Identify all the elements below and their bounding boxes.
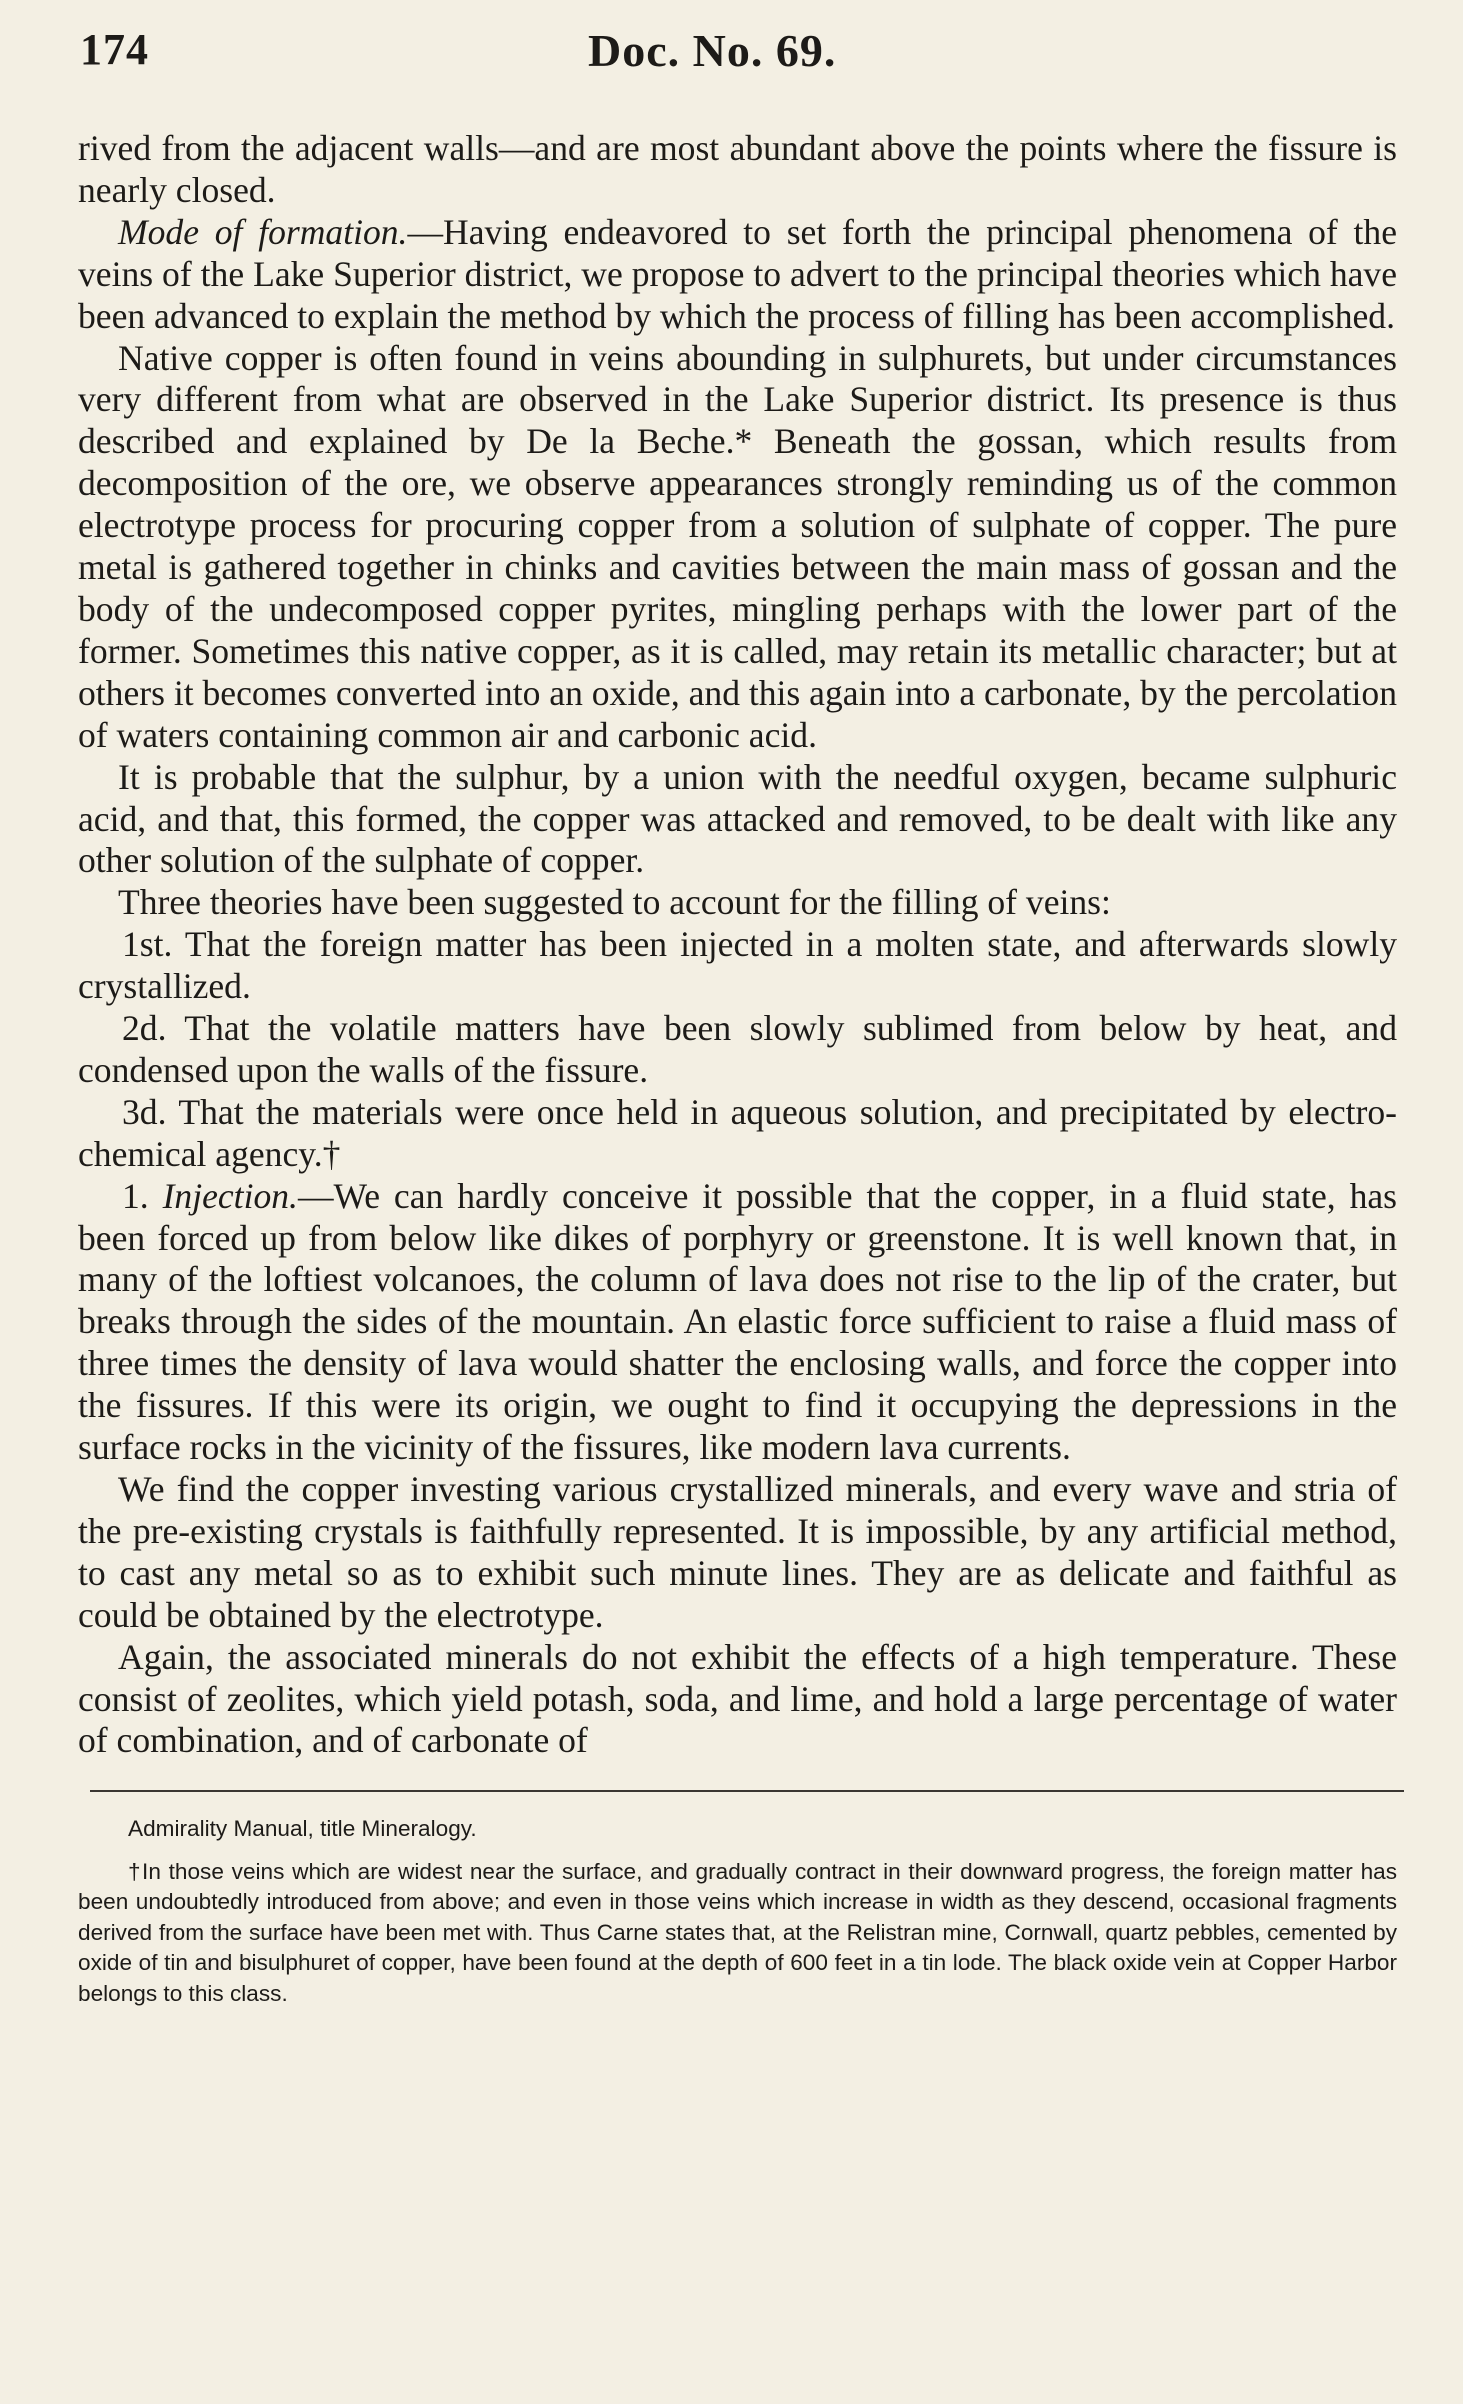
theory-second: 2d. That the volatile matters have been slowly sublimed from below by heat, and condensed upon the walls of the fissure. [78,1008,1397,1090]
theory-first: 1st. That the foreign matter has been injected in a molten state, and afterwards slowly crystallized. [78,924,1397,1007]
footnote-divider [90,1790,1404,1792]
page-number: 174 [80,25,149,74]
section-heading-injection: Injection. [162,1175,298,1216]
running-head [78,20,1397,76]
document-title: Doc. No. 69. [588,25,837,76]
paragraph-continued: rived from the adjacent walls—and are most abundant above the points where the fissure is nearly closed. [78,128,1397,210]
section-number: 1. [122,1175,163,1216]
paragraph-text: —We can hardly conceive it possible that the copper, in a fluid state, has been forced up from below like dikes of porphyry or greenstone. It is well known that, in many of the loftiest volcanoes, the column of lava does not rise to the lip of the crater, but breaks through the sides of the mountain. An elastic force sufficient to raise a fluid mass of three times the density of lava would shatter the enclosing walls, and force the copper into the fissures. If this were its origin, we ought to find it occupying the depressions in the surface rocks in the vicinity of the fissures, like modern lava currents. [78,1175,1397,1468]
footnote-asterisk: Admirality Manual, title Mineralogy. [128,1816,477,1842]
paragraph-native-copper: Native copper is often found in veins abounding in sulphurets, but under circumstances very different from what are observed in the Lake Superior district. Its presence is thus described and explained by De la Beche.* Beneath the gossan, which results from decomposition of the ore, we observe appearances strongly reminding us of the common electrotype process for procuring copper from a solution of sulphate of copper. The pure metal is gathered together in chinks and cavities between the main mass of gossan and the body of the undecomposed copper pyrites, mingling perhaps with the lower part of the former. Sometimes this native copper, as it is called, may retain its metallic character; but at others it becomes converted into an oxide, and this again into a carbonate, by the percolation of waters containing common air and carbonic acid. [78,337,1397,755]
paragraph-text: —Having endeavored to set forth the principal phenomena of the veins of the Lake Superior district, we propose to advert to the principal theories which have been advanced to explain the method by which the process of filling has been accomplished. [78,211,1397,336]
footnote-dagger: †In those veins which are widest near the surface, and gradually contract in their downward progress, the foreign matter has been undoubtedly introduced from above; and even in those veins which increase in width as they descend, occasional fragments derived from the surface have been met with. Thus Carne states that, at the Relistran mine, Cornwall, quartz pebbles, cemented by oxide of tin and bisulphuret of copper, have been found at the depth of 600 feet in a tin lode. The black oxide vein at Copper Harbor belongs to this class. [78,1858,1397,2006]
paragraph-three-theories: Three theories have been suggested to account for the filling of veins: [118,882,1111,923]
footnotes [78,1814,1397,2009]
paragraph-sulphur: It is probable that the sulphur, by a union with the needful oxygen, became sulphuric acid, and that, this formed, the copper was attacked and removed, to be dealt with like any other solution of the sulphate of copper. [78,756,1397,881]
paragraph-associated-minerals: Again, the associated minerals do not exhibit the effects of a high temperature. These consist of zeolites, which yield potash, soda, and lime, and hold a large percentage of water of combination, and of carbonate of [78,1636,1397,1761]
paragraph-crystallized-minerals: We find the copper investing various crystallized minerals, and every wave and stria of the pre-existing crystals is faithfully represented. It is impossible, by any artificial method, to cast any metal so as to exhibit such minute lines. They are as delicate and faithful as could be obtained by the electrotype. [78,1469,1397,1635]
paragraph-injection [78,1176,1397,1469]
theory-third: 3d. That the materials were once held in aqueous solution, and precipitated by electro-chemical agency.† [78,1091,1397,1174]
section-heading-mode-of-formation: Mode of formation. [118,211,408,252]
paragraph-mode-of-formation [78,212,1397,338]
body-text [78,128,1397,1762]
